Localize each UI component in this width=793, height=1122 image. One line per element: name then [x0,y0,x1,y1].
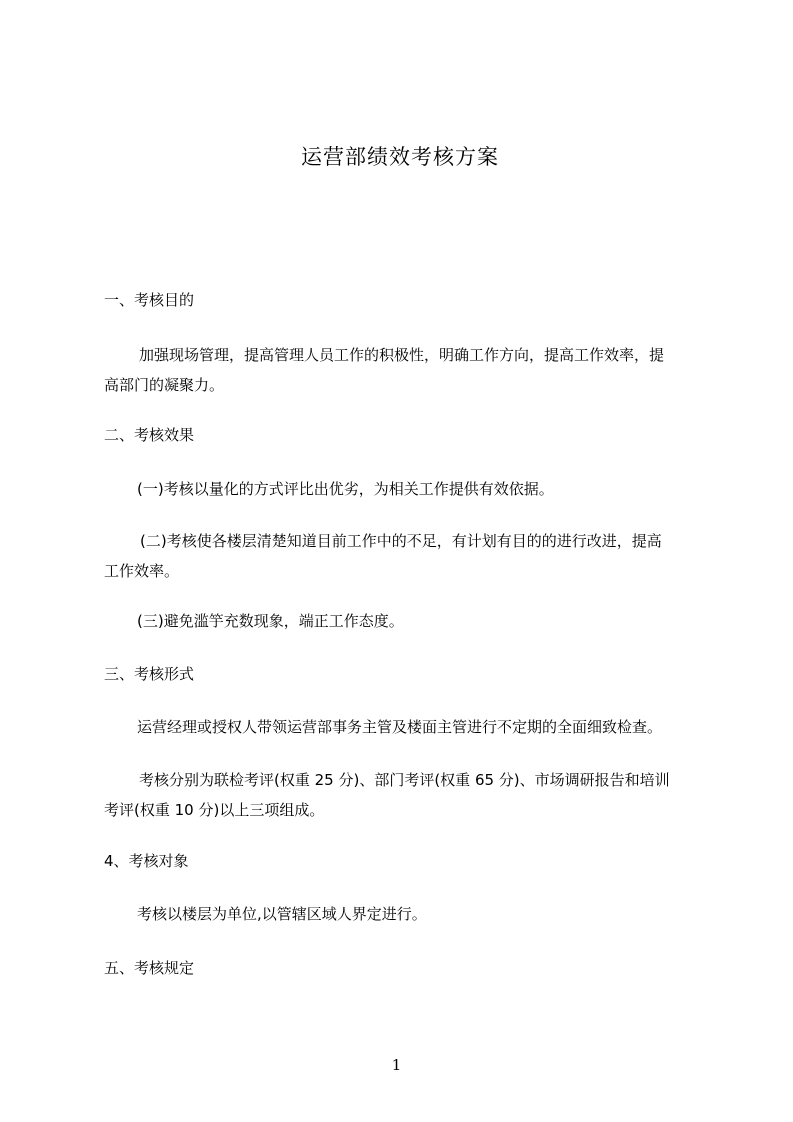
section-heading-effect: 二、考核效果 [104,426,195,444]
section-heading-form: 三、考核形式 [104,665,195,683]
section-heading-purpose: 一、考核目的 [104,291,195,309]
paragraph-line: 高部门的凝聚力。 [104,376,225,394]
paragraph-line: (二)考核使各楼层清楚知道目前工作中的不足，有计划有目的的进行改进，提高 [140,532,662,550]
section-heading-target: 4、考核对象 [104,852,189,870]
list-item-effect-3 [104,606,704,636]
paragraph-line: 运营经理或授权人带领运营部事务主管及楼面主管进行不定期的全面细致检查。 [137,718,663,736]
paragraph-line: (三)避免滥竽充数现象，端正工作态度。 [137,612,404,630]
paragraph-purpose [104,340,704,400]
paragraph-target [104,899,704,929]
document-title: 运营部绩效考核方案 [301,145,499,169]
paragraph-line: 考核分别为联检考评(权重 25 分)、部门考评(权重 65 分)、市场调研报告和培训 [139,771,670,789]
list-item-effect-2 [104,526,704,586]
section-heading-rules: 五、考核规定 [104,959,195,977]
paragraph-form-1 [104,712,704,742]
paragraph-line: 考评(权重 10 分)以上三项组成。 [104,801,325,819]
page-number: 1 [391,1056,402,1074]
paragraph-line: 加强现场管理，提高管理人员工作的积极性，明确工作方向，提高工作效率，提 [139,346,665,364]
paragraph-line: 考核以楼层为单位,以管辖区域人界定进行。 [137,905,427,923]
paragraph-line: (一)考核以量化的方式评比出优劣，为相关工作提供有效依据。 [137,480,554,498]
list-item-effect-1 [104,474,704,504]
paragraph-form-2 [104,765,704,825]
paragraph-line: 工作效率。 [104,562,180,580]
